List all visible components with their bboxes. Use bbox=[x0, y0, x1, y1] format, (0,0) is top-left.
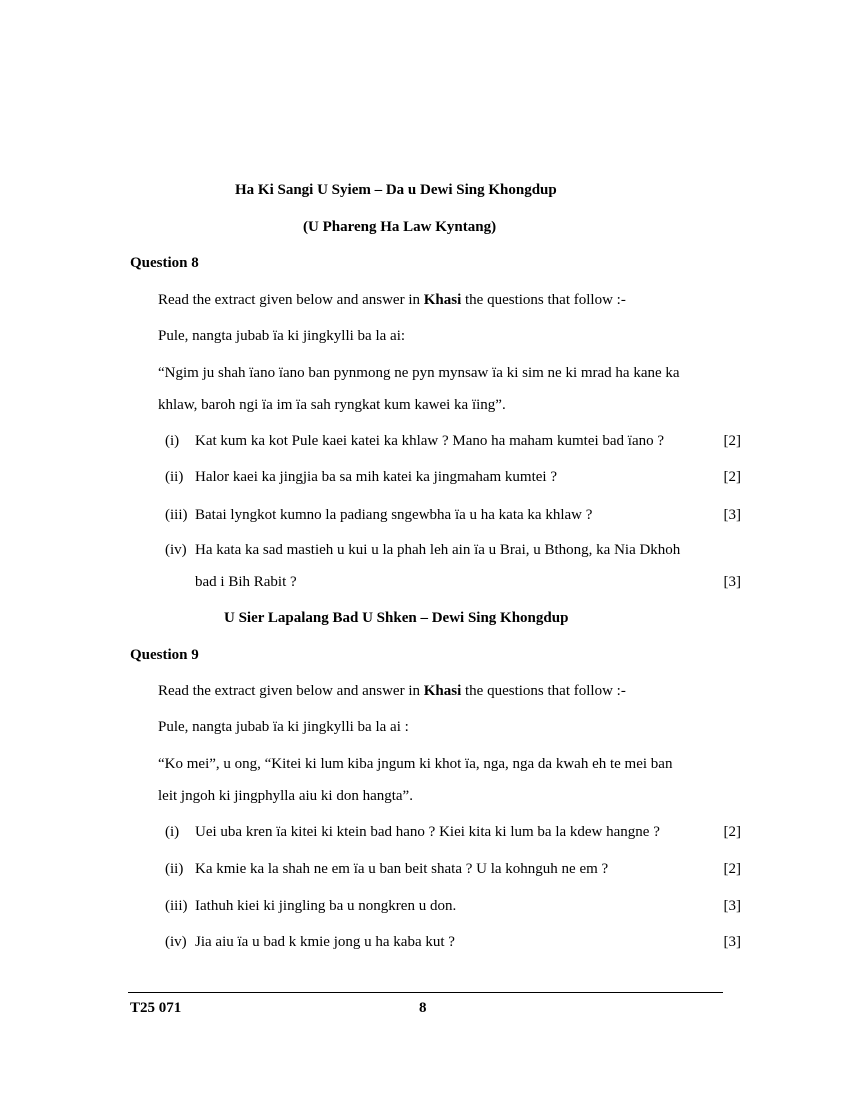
item-text: Ka kmie ka la shah ne em ïa u ban beit shata ? U la kohnguh ne em ? bbox=[195, 861, 609, 877]
item-number: (iii) bbox=[165, 898, 188, 914]
lead-line: Pule, nangta jubab ïa ki jingkylli ba la ai: bbox=[158, 328, 406, 344]
instruction-text-end: the questions that follow :- bbox=[461, 683, 626, 699]
item-marks: [3] bbox=[723, 574, 741, 590]
extract-line: “Ngim ju shah ïano ïano ban pynmong ne pyn mynsaw ïa ki sim ne ki mrad ha kane ka bbox=[158, 365, 680, 381]
item-marks: [3] bbox=[723, 934, 741, 950]
item-number: (iv) bbox=[165, 934, 187, 950]
item-marks: [3] bbox=[723, 507, 741, 523]
item-text: Kat kum ka kot Pule kaei katei ka khlaw ? Mano ha maham kumtei bad ïano ? bbox=[195, 433, 665, 449]
instruction bbox=[158, 292, 626, 309]
section-subtitle: (U Phareng Ha Law Kyntang) bbox=[303, 219, 497, 235]
question-heading: Question 8 bbox=[130, 255, 199, 271]
question-heading: Question 9 bbox=[130, 647, 199, 663]
section-title: U Sier Lapalang Bad U Shken – Dewi Sing Khongdup bbox=[224, 610, 569, 626]
footer-divider bbox=[128, 992, 723, 993]
item-number: (iv) bbox=[165, 542, 187, 558]
item-text: Iathuh kiei ki jingling ba u nongkren u don. bbox=[195, 898, 457, 914]
lead-line: Pule, nangta jubab ïa ki jingkylli ba la ai : bbox=[158, 719, 409, 735]
item-marks: [2] bbox=[723, 469, 741, 485]
item-text: Ha kata ka sad mastieh u kui u la phah leh ain ïa u Brai, u Bthong, ka Nia Dkhoh bbox=[195, 542, 681, 558]
item-marks: [2] bbox=[723, 824, 741, 840]
item-text-continued: bad i Bih Rabit ? bbox=[195, 574, 297, 590]
item-text: Halor kaei ka jingjia ba sa mih katei ka jingmaham kumtei ? bbox=[195, 469, 557, 485]
item-number: (i) bbox=[165, 433, 180, 449]
item-text: Batai lyngkot kumno la padiang sngewbha ïa u ha kata ka khlaw ? bbox=[195, 507, 593, 523]
instruction-text-end: the questions that follow :- bbox=[461, 292, 626, 308]
item-number: (ii) bbox=[165, 469, 184, 485]
item-marks: [2] bbox=[723, 433, 741, 449]
item-number: (i) bbox=[165, 824, 180, 840]
instruction bbox=[158, 683, 626, 700]
extract-line: khlaw, baroh ngi ïa im ïa sah ryngkat kum kawei ka ïing”. bbox=[158, 397, 506, 413]
instruction-text: Read the extract given below and answer in bbox=[158, 292, 424, 308]
item-number: (iii) bbox=[165, 507, 188, 523]
extract-line: leit jngoh ki jingphylla aiu ki don hangta”. bbox=[158, 788, 413, 804]
instruction-text: Read the extract given below and answer in bbox=[158, 683, 424, 699]
extract-line: “Ko mei”, u ong, “Kitei ki lum kiba jngum ki khot ïa, nga, nga da kwah eh te mei ban bbox=[158, 756, 673, 772]
page-number: 8 bbox=[419, 1000, 427, 1016]
paper-code: T25 071 bbox=[130, 1000, 182, 1016]
item-text: Uei uba kren ïa kitei ki ktein bad hano ? Kiei kita ki lum ba la kdew hangne ? bbox=[195, 824, 660, 840]
section-title: Ha Ki Sangi U Syiem – Da u Dewi Sing Khongdup bbox=[235, 182, 557, 198]
language-emphasis: Khasi bbox=[423, 292, 462, 308]
item-marks: [2] bbox=[723, 861, 741, 877]
item-marks: [3] bbox=[723, 898, 741, 914]
item-text: Jia aiu ïa u bad k kmie jong u ha kaba kut ? bbox=[195, 934, 455, 950]
language-emphasis: Khasi bbox=[423, 683, 462, 699]
item-number: (ii) bbox=[165, 861, 184, 877]
